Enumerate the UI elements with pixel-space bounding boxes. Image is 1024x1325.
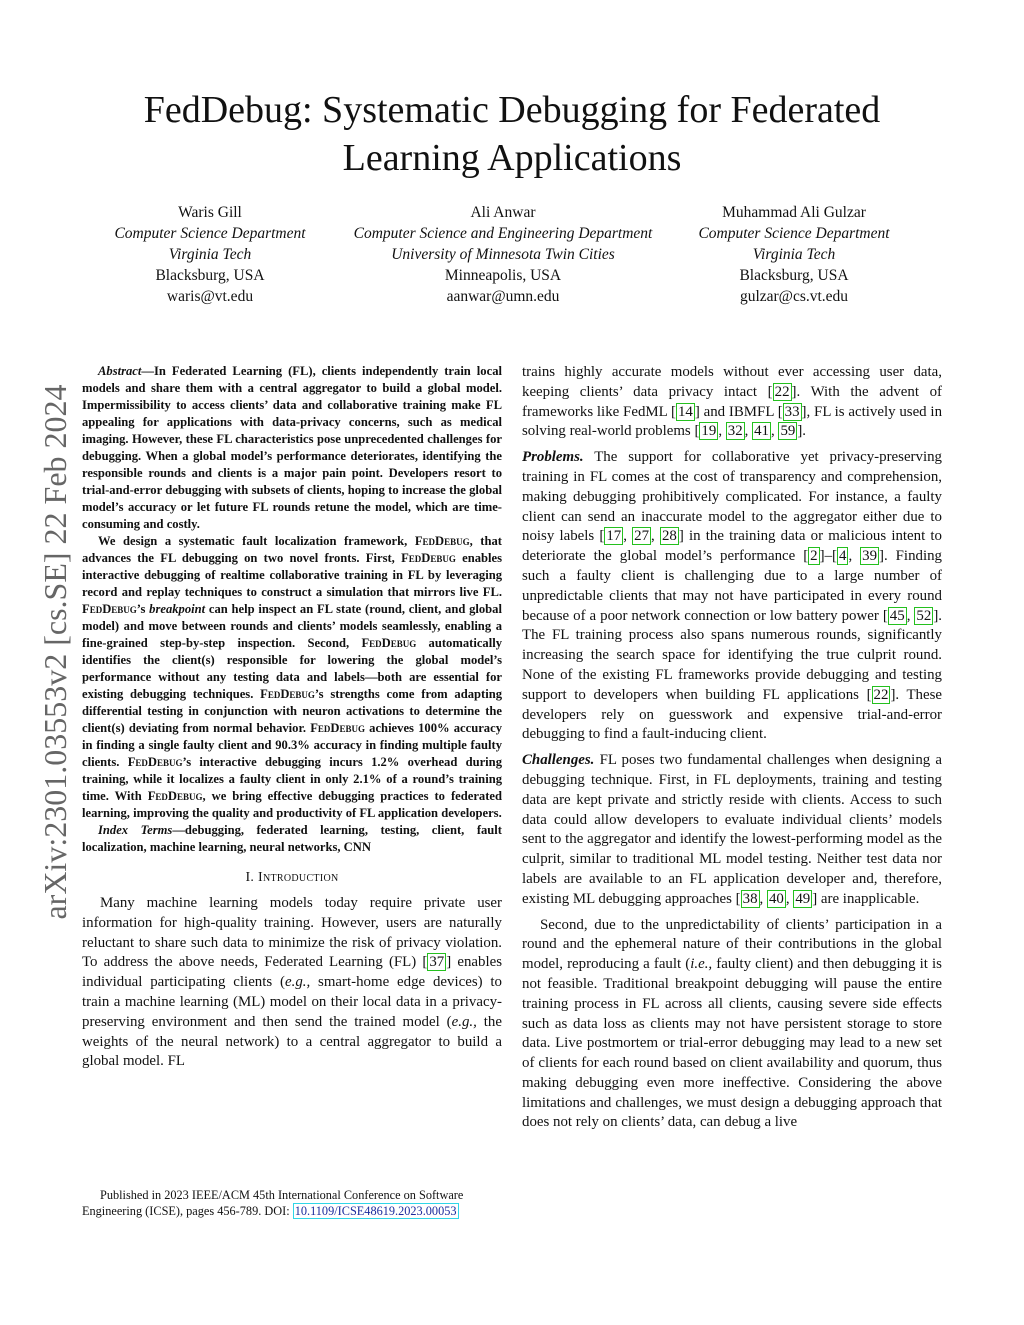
citation-link[interactable]: 27 (634, 528, 650, 545)
author-location: Minneapolis, USA (444, 267, 562, 284)
author-inst: Virginia Tech (752, 246, 836, 263)
author-inst: University of Minnesota Twin Cities (391, 246, 615, 263)
citation-link[interactable]: 19 (701, 423, 717, 440)
author-dept: Computer Science Department (698, 225, 890, 242)
citation-link[interactable]: 38 (742, 890, 758, 907)
author-block (82, 202, 338, 307)
citation-link[interactable]: 41 (754, 423, 769, 440)
problems-label: Problems. (522, 449, 584, 466)
author-inst: Virginia Tech (168, 246, 252, 263)
arxiv-watermark: arXiv:2301.03553v2 [cs.SE] 22 Feb 2024 (37, 384, 73, 920)
index-terms: Index Terms—debugging, federated learning, testing, client, fault localization, machine learning, neural networks, CNN (82, 823, 503, 854)
author-email: gulzar@cs.vt.edu (739, 288, 849, 305)
citation-link[interactable]: 59 (780, 423, 796, 440)
author-location: Blacksburg, USA (155, 267, 265, 284)
paper-title: FedDebug: Systematic Debugging for Federated Learning Applications (143, 89, 881, 179)
section-heading: I. Introduction (245, 870, 339, 885)
author-dept: Computer Science Department (114, 225, 306, 242)
left-column (82, 363, 502, 1072)
citation-link[interactable]: 49 (795, 890, 811, 907)
intro-text: Many machine learning models today require private user information for high-quality training. However, users are naturally reluctant to share such data to minimize the risk of privacy violation. To address the above needs, Federated Learning (FL) [ 37 ] enables individual participating clients (e.g., smart-home edge devices) to train a machine learning (ML) model on their local data in a privacy-preserving environment and then send the trained model (e.g., the weights of the neural network) to a central aggregator to build a global model. FL (82, 895, 503, 1070)
right-column: trains highly accurate models without ever accessing user data, keeping clients’ data privacy intact [ 22 ]. With the advent of frameworks like FedML [ 14 ] and IBMFL [ 33 ], FL is actively used in solving real-world problems [ 19 , 32 , 41 , 59 ]. Problems. The support for collaborative yet privacy-preserving training in FL comes at the cost of transparency and comprehension, making debugging prohibitively complicated. For instance, a faulty client can send an inaccurate model to the aggregator either due to noisy labels [ 17 , 27 , 28 ] in the training data or malicious intent to deteriorate the global model’s performance [ 2 ]–[ 4 , 39 ]. Finding such a faulty client is challenging due to a large number of unpredictable clients that may not have participated in every round because of a poor network connection or low battery power [ 45 , 52 ]. The FL training process also spans numerous rounds, significantly increasing the search space for identifying the true culprit round. None of the existing FL frameworks provide debugging and testing support to developers when building FL applications [ 22 ]. These developers rely on guesswork and expensive trial-and-error debugging to find a fault-inducing client. Challenges. FL poses two fundamental challenges when designing a debugging technique. First, in FL deployments, training and testing data are kept private and strictly reside with clients. Access to such data could allow developers to evaluate individual clients’ models sent to the aggregator and identify the lowest-performing model as the culprit, similar to traditional ML model testing. Neither test data nor labels are available to an FL application developer and, therefore, existing ML debugging approaches [ 38 , 40 , 49 ] are inapplicable. Second, due to the unpredictability of clients’ participation in a round and the ephemeral nature of their contributions in the global model, reproducing a fault (i.e., faulty client) and then debugging it is not feasible. Traditional breakpoint debugging will pause the entire training process in FL across all clients, causing severe side effects such as data loss as clients may not have persistent storage to store data. Live postmortem or trial-error debugging may lead to a new set of clients for each round based on client availability and quorum, thus making debugging even more ineffective. Considering the above limitations and challenges, we must design a debugging approach that does not rely on clients’ data, can debug a live (522, 364, 943, 1131)
citation-link[interactable]: 17 (606, 528, 622, 545)
citation-link[interactable]: 22 (774, 383, 790, 400)
citation-link[interactable]: 14 (677, 403, 693, 420)
citation-link[interactable]: 28 (661, 528, 677, 545)
abstract-text: —In Federated Learning (FL), clients independently train local models and share them with a central aggregator to build a global model. Impermissibility to access clients’ data and collaborative training make FL appealing for applications with data-privacy concerns, such as medical imaging. However, these FL characteristics pose unprecedented challenges for debugging. When a global model’s performance deteriorates, identifying the responsible rounds and clients is a major pain point. Developers resort to trial-and-error debugging with subsets of clients, hoping to increase the global model’s accuracy or let future FL rounds retune the model, which are time-consuming and costly. (82, 364, 502, 531)
citation-link[interactable]: 52 (916, 607, 932, 624)
author-block (328, 202, 678, 307)
abstract-paragraph-2: We design a systematic fault localization framework, FedDebug, that advances the FL debugging on two novel fronts. First, FedDebug enables interactive debugging of realtime collaborative training in FL by leveraging record and replay techniques to construct a simulation that mirrors live FL. FedDebug’s breakpoint can help inspect an FL state (round, client, and global model) and move between rounds and clients’ models seamlessly, enabling a fine-grained step-by-step inspection. Second, FedDebug automatically identifies the client(s) responsible for lowering the global model’s performance without any testing data and labels—both are essential for existing debugging techniques. FedDebug’s strengths come from adapting differential testing in conjunction with neuron activations to determine the client(s) deviating from normal behavior. FedDebug achieves 100% accuracy in finding a single faulty client and 90.3% accuracy in finding multiple faulty clients. FedDebug’s interactive debugging incurs 1.2% overhead during training, while it localizes a faulty client in only 2.1% of a round’s training time. With FedDebug, we bring effective debugging practices to federated learning, improving the quality and productivity of FL application developers. (82, 534, 502, 820)
challenges-label: Challenges. (522, 752, 595, 769)
author-email: aanwar@umn.edu (446, 288, 560, 305)
author-name: Muhammad Ali Gulzar (722, 204, 866, 221)
citation-link[interactable]: 22 (873, 686, 889, 703)
citation-link[interactable]: 45 (889, 607, 905, 624)
footnote: Published in 2023 IEEE/ACM 45th International Conference on Software Engineering (ICSE), pages 456-789. DOI: 10.1109/ICSE48619.2023.00053 (82, 1188, 464, 1218)
author-block (676, 202, 912, 307)
author-location: Blacksburg, USA (739, 267, 849, 284)
citation-link[interactable]: 40 (768, 890, 784, 907)
citation-link[interactable]: 2 (810, 548, 818, 565)
author-dept: Computer Science and Engineering Department (353, 225, 653, 242)
author-name: Ali Anwar (470, 204, 536, 221)
doi-link[interactable]: 10.1109/ICSE48619.2023.00053 (294, 1204, 457, 1218)
abstract (82, 363, 502, 856)
citation-link[interactable]: 4 (839, 548, 847, 565)
author-email: waris@vt.edu (166, 288, 254, 305)
citation-link[interactable]: 37 (429, 954, 445, 971)
author-name: Waris Gill (178, 204, 242, 221)
abstract-label: Abstract (98, 364, 142, 378)
citation-link[interactable]: 32 (727, 423, 743, 440)
citation-link[interactable]: 33 (784, 403, 800, 420)
citation-link[interactable]: 39 (862, 548, 878, 565)
